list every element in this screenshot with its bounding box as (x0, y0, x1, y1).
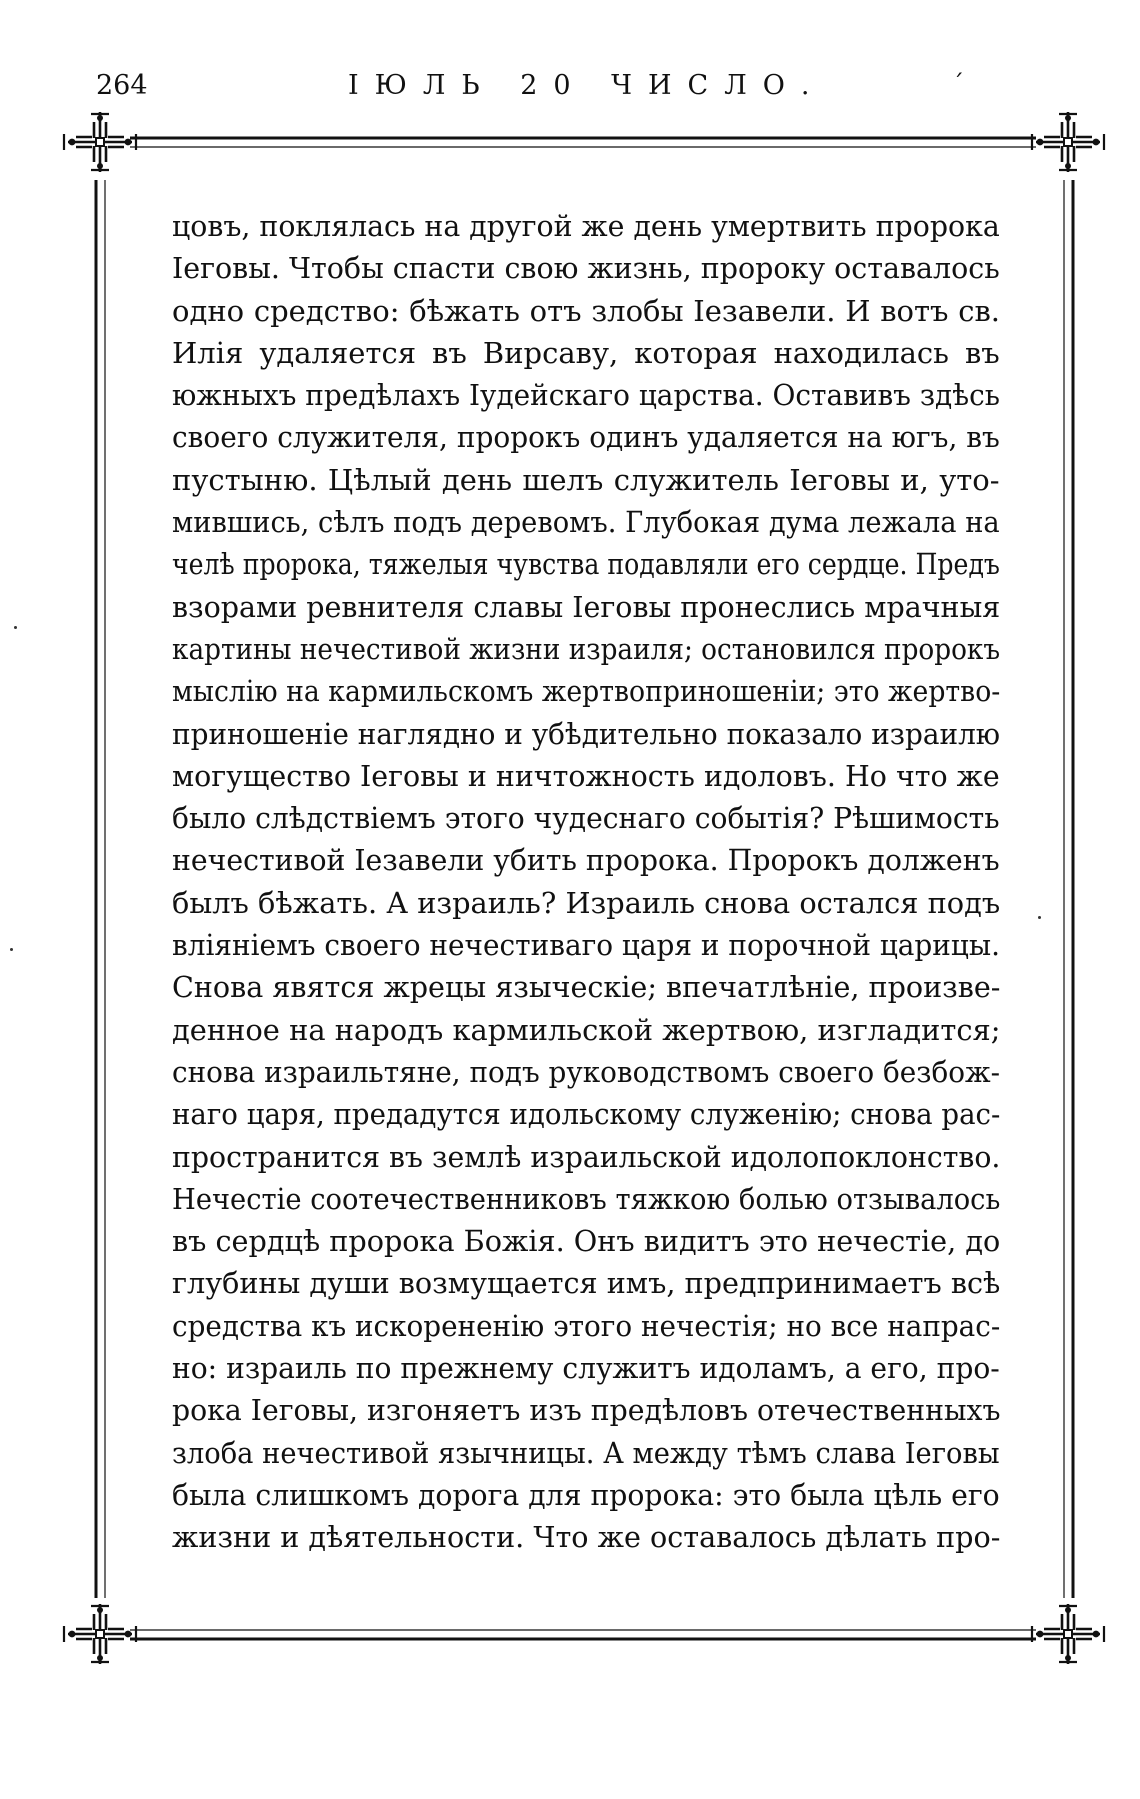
text-line: Нечестіе соотечественниковъ тяжкою болью отзывалось (172, 1181, 1001, 1216)
margin-speck (10, 948, 13, 951)
text-line: приношеніе наглядно и убѣдительно показало израилю (172, 716, 1001, 751)
text-line: былъ бѣжать. А израиль? Израиль снова остался подъ (172, 885, 1001, 920)
text-line: мыслію на кармильскомъ жертвоприношеніи; это жертво- (172, 674, 1001, 709)
text-line: одно средство: бѣжать отъ злобы Іезавели. И вотъ св. (172, 293, 1000, 328)
stray-mark: ´ (952, 70, 964, 98)
text-line: Илія удаляется въ Вирсаву, которая находилась въ (172, 335, 1000, 370)
text-line: въ сердцѣ пророка Божія. Онъ видитъ это нечестіе, до (172, 1224, 1001, 1259)
text-line: злоба нечестивой язычницы. А между тѣмъ слава Іеговы (172, 1435, 1000, 1470)
body-text (172, 205, 1000, 1559)
margin-speck (1038, 916, 1041, 919)
text-line: цовъ, поклялась на другой же день умертвить пророка (172, 209, 1000, 243)
text-line: своего служителя, пророкъ одинъ удаляется на югъ, въ (172, 420, 1000, 455)
text-line: средства къ искорененію этого нечестія; но все напрас- (172, 1308, 1001, 1343)
text-line: южныхъ предѣлахъ Іудейскаго царства. Оставивъ здѣсь (172, 378, 1000, 413)
corner-ornament-top-right (1032, 112, 1104, 172)
corner-ornament-bottom-right (1032, 1604, 1104, 1664)
text-line: вліяніемъ своего нечестиваго царя и порочной царицы. (172, 928, 1000, 963)
text-line: была слишкомъ дорога для пророка: это была цѣль его (172, 1477, 1000, 1512)
running-head: ІЮЛЬ 20 ЧИСЛО. (348, 70, 826, 101)
text-line: челѣ пророка, тяжелыя чувства подавляли его сердце. Предъ (172, 547, 1000, 582)
page-number: 264 (96, 70, 148, 101)
text-line: глубины души возмущается имъ, предпринимаетъ всѣ (172, 1266, 1001, 1301)
text-line: могущество Іеговы и ничтожность идоловъ. Но что же (172, 758, 1000, 793)
text-line: нечестивой Іезавели убить пророка. Пророкъ долженъ (172, 843, 1000, 878)
text-line: пустыню. Цѣлый день шелъ служитель Іеговы и, уто- (172, 462, 1000, 497)
corner-ornament-top-left (64, 112, 136, 172)
margin-speck (14, 626, 17, 629)
text-line: картины нечестивой жизни израиля; остановился пророкъ (172, 631, 1001, 666)
text-line: денное на народъ кармильской жертвою, изгладится; (172, 1012, 1001, 1047)
corner-ornament-bottom-left (64, 1604, 136, 1664)
text-line: Снова явятся жрецы языческіе; впечатлѣніе, произве- (172, 970, 1001, 1005)
text-line: взорами ревнителя славы Іеговы пронеслись мрачныя (172, 589, 1001, 624)
text-line: было слѣдствіемъ этого чудеснаго событія? Рѣшимость (172, 801, 1000, 836)
text-line: мившись, сѣлъ подъ деревомъ. Глубокая дума лежала на (172, 505, 1000, 540)
text-line: Іеговы. Чтобы спасти свою жизнь, пророку оставалось (172, 251, 1000, 286)
text-line: наго царя, предадутся идольскому служенію; снова рас- (172, 1097, 1001, 1132)
text-line: снова израильтяне, подъ руководствомъ своего безбож- (172, 1054, 1001, 1089)
text-line: жизни и дѣятельности. Что же оставалось дѣлать про- (172, 1520, 1001, 1555)
text-line: рока Іеговы, изгоняетъ изъ предѣловъ отечественныхъ (172, 1393, 1001, 1428)
text-line: но: израиль по прежнему служитъ идоламъ, а его, про- (172, 1351, 1000, 1386)
text-line: пространится въ землѣ израильской идолопоклонство. (172, 1139, 1001, 1174)
